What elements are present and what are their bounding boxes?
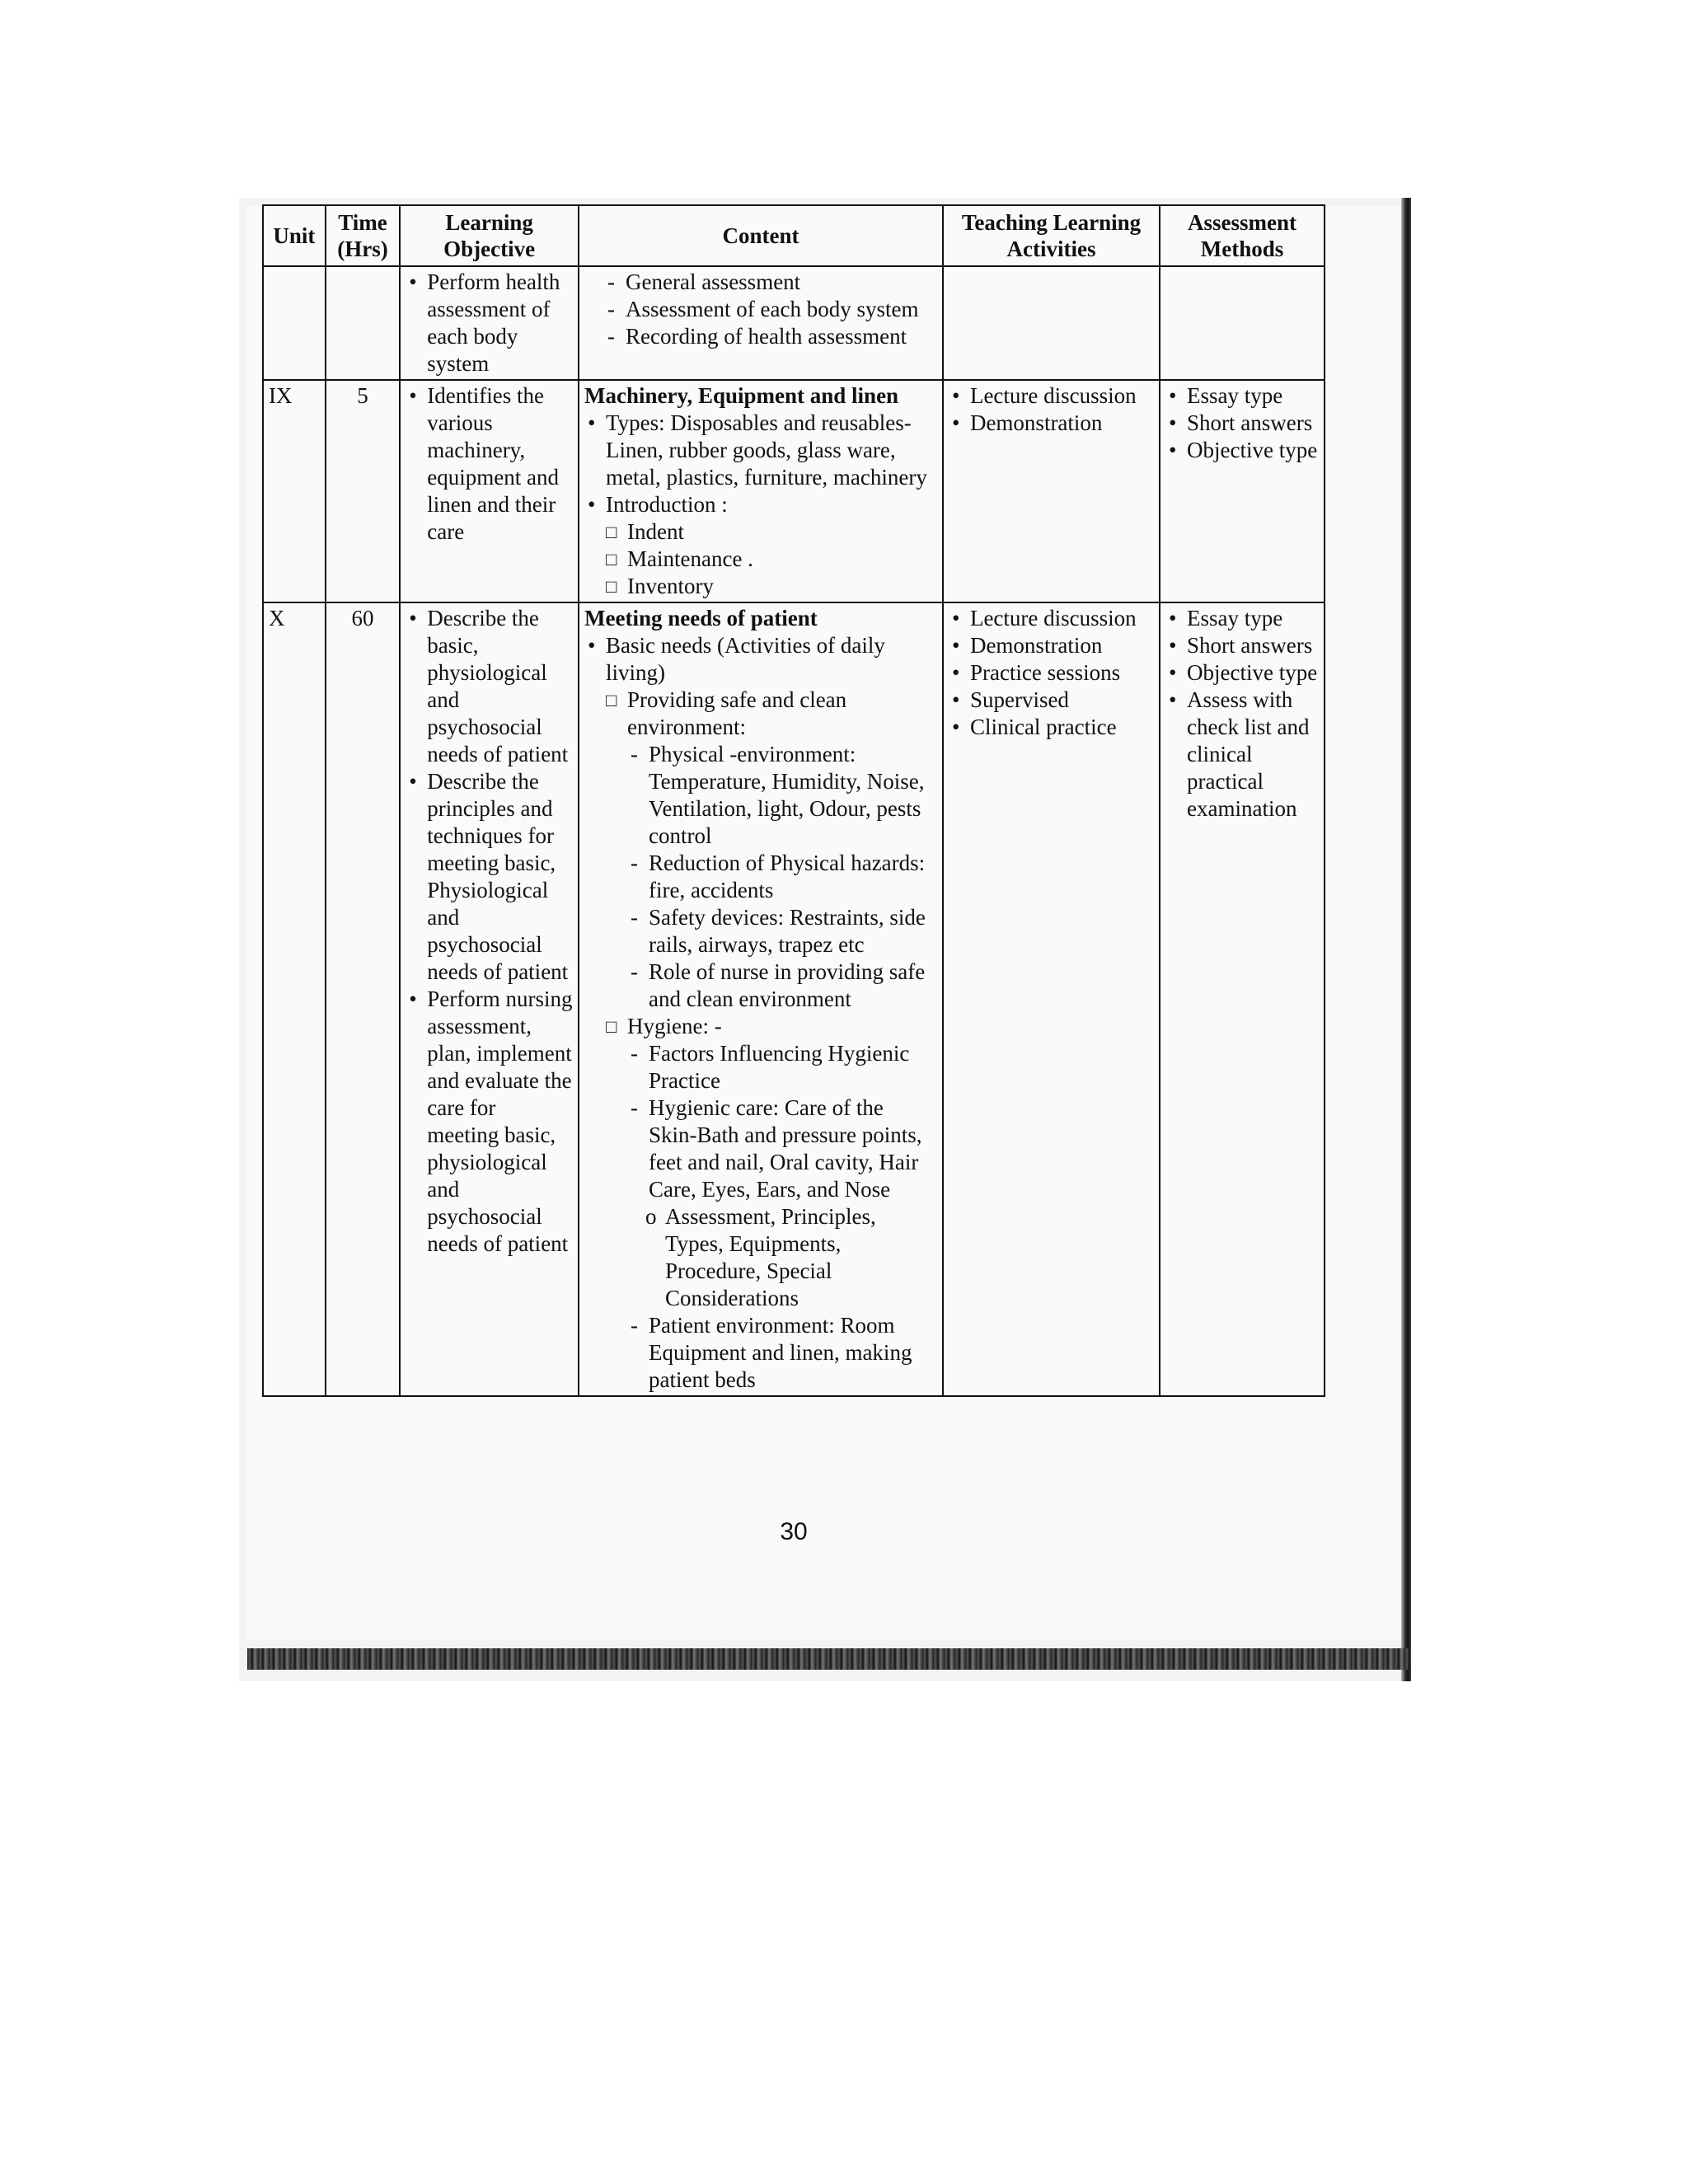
content-detail: - Physical -environment: Temperature, Humidity, Noise, Ventilation, light, Odour, pests control (627, 741, 937, 850)
cell-teaching (943, 602, 1160, 1396)
page-number: 30 (780, 1518, 808, 1545)
objective-item: • Describe the principles and techniques for meeting basic, Physiological and psychosocial needs of patient (406, 768, 573, 986)
assessment-item: • Short answers (1165, 410, 1319, 437)
table-row-unit-x (263, 602, 1325, 1396)
content-subitem: □ Inventory (606, 573, 937, 600)
cell-objective (400, 602, 579, 1396)
table-row-continued (263, 266, 1325, 380)
content-detail: - Role of nurse in providing safe and clean environment (627, 958, 937, 1013)
content-item: - Recording of health assessment (604, 323, 937, 350)
content-item: • Basic needs (Activities of daily living) (584, 632, 937, 687)
objective-item: • Perform health assessment of each body system (406, 269, 573, 377)
content-detail-sub: o Assessment, Principles, Types, Equipments, Procedure, Special Considerations (644, 1203, 937, 1312)
cell-content (579, 380, 943, 602)
teaching-item: • Lecture discussion (949, 605, 1154, 632)
content-detail: - Hygienic care: Care of the Skin-Bath and pressure points, feet and nail, Oral cavity, Hair Care, Eyes, Ears, and Nose (627, 1094, 937, 1203)
cell-teaching (943, 380, 1160, 602)
cell-objective (400, 380, 579, 602)
header-assessment-methods: Assessment Methods (1160, 205, 1325, 266)
content-heading: Meeting needs of patient (584, 606, 818, 630)
content-subitem-label: Providing safe and clean environment: (627, 687, 847, 739)
objective-item: • Identifies the various machinery, equipment and linen and their care (406, 382, 573, 546)
cell-unit (263, 266, 326, 380)
cell-unit: X (263, 602, 326, 1396)
assessment-item: • Assess with check list and clinical practical examination (1165, 687, 1319, 823)
content-subitem: □ Hygiene: - (606, 1013, 937, 1040)
cell-assessment (1160, 380, 1325, 602)
content-item: - Assessment of each body system (604, 296, 937, 323)
cell-content (579, 266, 943, 380)
header-learning-objective: Learning Objective (400, 205, 579, 266)
assessment-item: • Essay type (1165, 382, 1319, 410)
teaching-item: • Clinical practice (949, 714, 1154, 741)
scan-edge-bottom (247, 1648, 1411, 1670)
assessment-item: • Objective type (1165, 437, 1319, 464)
content-detail: - Reduction of Physical hazards: fire, accidents (627, 850, 937, 904)
content-subitem: □ Indent (606, 518, 937, 546)
cell-teaching (943, 266, 1160, 380)
table-header-row (263, 205, 1325, 266)
objective-item: • Perform nursing assessment, plan, implement and evaluate the care for meeting basic, physiological and psychosocial needs of patient (406, 986, 573, 1258)
objective-item: • Describe the basic, physiological and psychosocial needs of patient (406, 605, 573, 768)
content-subitem: □ Maintenance . (606, 546, 937, 573)
content-subitem (606, 687, 937, 741)
cell-assessment (1160, 602, 1325, 1396)
teaching-item: • Practice sessions (949, 659, 1154, 687)
header-unit: Unit (263, 205, 326, 266)
cell-unit: IX (263, 380, 326, 602)
content-heading: Machinery, Equipment and linen (584, 383, 899, 408)
cell-objective (400, 266, 579, 380)
content-detail: - Safety devices: Restraints, side rails, airways, trapez etc (627, 904, 937, 958)
teaching-item: • Demonstration (949, 410, 1154, 437)
content-item: • Types: Disposables and reusables- Linen, rubber goods, glass ware, metal, plastics, furniture, machinery (584, 410, 937, 491)
assessment-item: • Objective type (1165, 659, 1319, 687)
cell-assessment (1160, 266, 1325, 380)
header-content: Content (579, 205, 943, 266)
cell-time: 60 (326, 602, 400, 1396)
teaching-item: • Supervised (949, 687, 1154, 714)
content-detail: - Factors Influencing Hygienic Practice (627, 1040, 937, 1094)
syllabus-table (262, 204, 1325, 1397)
table-row-unit-ix (263, 380, 1325, 602)
assessment-item: • Short answers (1165, 632, 1319, 659)
teaching-item: • Lecture discussion (949, 382, 1154, 410)
content-item: - General assessment (604, 269, 937, 296)
cell-time: 5 (326, 380, 400, 602)
content-detail: - Patient environment: Room Equipment and linen, making patient beds (627, 1312, 937, 1394)
teaching-item: • Demonstration (949, 632, 1154, 659)
scan-edge-right (1401, 198, 1411, 1681)
content-item: • Introduction : (584, 491, 937, 518)
assessment-item: • Essay type (1165, 605, 1319, 632)
cell-content (579, 602, 943, 1396)
header-time: Time (Hrs) (326, 205, 400, 266)
cell-time (326, 266, 400, 380)
header-teaching-learning-activities: Teaching Learning Activities (943, 205, 1160, 266)
